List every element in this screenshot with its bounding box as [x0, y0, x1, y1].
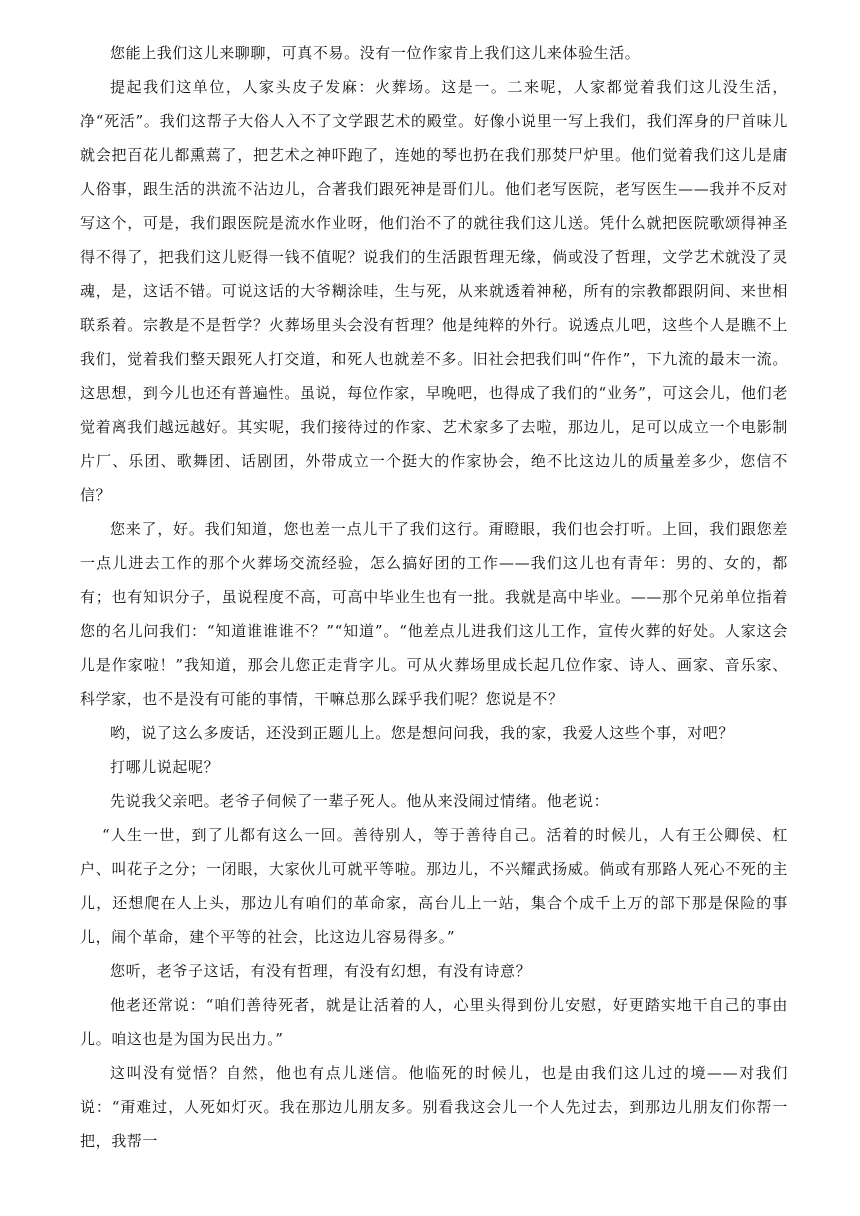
paragraph: 您能上我们这儿来聊聊，可真不易。没有一位作家肯上我们这儿来体验生活。 — [110, 44, 641, 62]
paragraph: 哟，说了这么多废话，还没到正题儿上。您是想问问我，我的家，我爱人这些个事，对吧？ — [110, 724, 735, 742]
paragraph: 您来了，好。我们知道，您也差一点儿干了我们这行。甭瞪眼，我们也会打听。上回，我们跟您差一点儿进去工作的那个火葬场交流经验，怎么搞好团的工作——我们这儿也有青年：男的、女的，都有；也有知识分子，虽说程度不高，可高中毕业生也有一批。我就是高中毕业。——那个兄弟单位指着您的名儿问我们：“知道谁谁谁不？”“知道”。“他差点儿进我们这儿工作，宣传火葬的好处。人家这会儿是作家啦！”我知道，那会儿您正走背字儿。可从火葬场里成长起几位作家、诗人、画家、音乐家、科学家，也不是没有可能的事情，干嘛总那么踩乎我们呢？您说是不？ — [80, 520, 788, 708]
paragraph: 提起我们这单位，人家头皮子发麻：火葬场。这是一。二来呢，人家都觉着我们这儿没生活，净“死活”。我们这帮子大俗人入不了文学跟艺术的殿堂。好像小说里一写上我们，我们浑身的尸首味儿就会把百花儿都熏蔫了，把艺术之神吓跑了，连她的琴也扔在我们那焚尸炉里。他们觉着我们这儿是庸人俗事，跟生活的洪流不沾边儿，合著我们跟死神是哥们儿。他们老写医院，老写医生——我并不反对写这个，可是，我们跟医院是流水作业呀，他们治不了的就往我们这儿送。凭什么就把医院歌颂得神圣得不得了，把我们这儿贬得一钱不值呢？说我们的生活跟哲理无缘，倘或没了哲理，文学艺术就没了灵魂，是，这话不错。可说这话的大爷糊涂哇，生与死，从来就透着神秘，所有的宗教都跟阴间、来世相联系着。宗教是不是哲学？火葬场里头会没有哲理？他是纯粹的外行。说透点儿吧，这些个人是瞧不上我们，觉着我们整天跟死人打交道，和死人也就差不多。旧社会把我们叫“仵作”，下九流的最末一流。这思想，到今儿也还有普遍性。虽说，每位作家，早晚吧，也得成了我们的“业务”，可这会儿，他们老觉着离我们越远越好。其实呢，我们接待过的作家、艺术家多了去啦，那边儿，足可以成立一个电影制片厂、乐团、歌舞团、话剧团，外带成立一个挺大的作家协会，绝不比这边儿的质量差多少，您信不信？ — [80, 78, 788, 504]
paragraph: 先说我父亲吧。老爷子伺候了一辈子死人。他从来没闹过情绪。他老说： — [110, 792, 610, 810]
paragraph: 您听，老爷子这话，有没有哲理，有没有幻想，有没有诗意？ — [110, 962, 532, 980]
document-body — [80, 36, 788, 1158]
paragraph: 打哪儿说起呢？ — [110, 758, 220, 776]
paragraph: 他老还常说：“咱们善待死者，就是让活着的人，心里头得到份儿安慰，好更踏实地干自己的事由儿。咱这也是为国为民出力。” — [80, 996, 788, 1048]
quoted-paragraph: “人生一世，到了儿都有这么一回。善待别人，等于善待自己。活着的时候儿，人有王公卿侯、杠户、叫花子之分；一闭眼，大家伙儿可就平等啦。那边儿，不兴耀武扬威。倘或有那路人死心不死的主儿，还想爬在人上头，那边儿有咱们的革命家，高台儿上一站，集合个成千上万的部下那是保险的事儿，闹个革命，建个平等的社会，比这边儿容易得多。” — [80, 826, 788, 946]
paragraph: 这叫没有觉悟？自然，他也有点儿迷信。他临死的时候儿，也是由我们这儿过的境——对我们说：“甭难过，人死如灯灭。我在那边儿朋友多。别看我这会儿一个人先过去，到那边儿朋友们你帮一把，我帮一 — [80, 1064, 788, 1150]
